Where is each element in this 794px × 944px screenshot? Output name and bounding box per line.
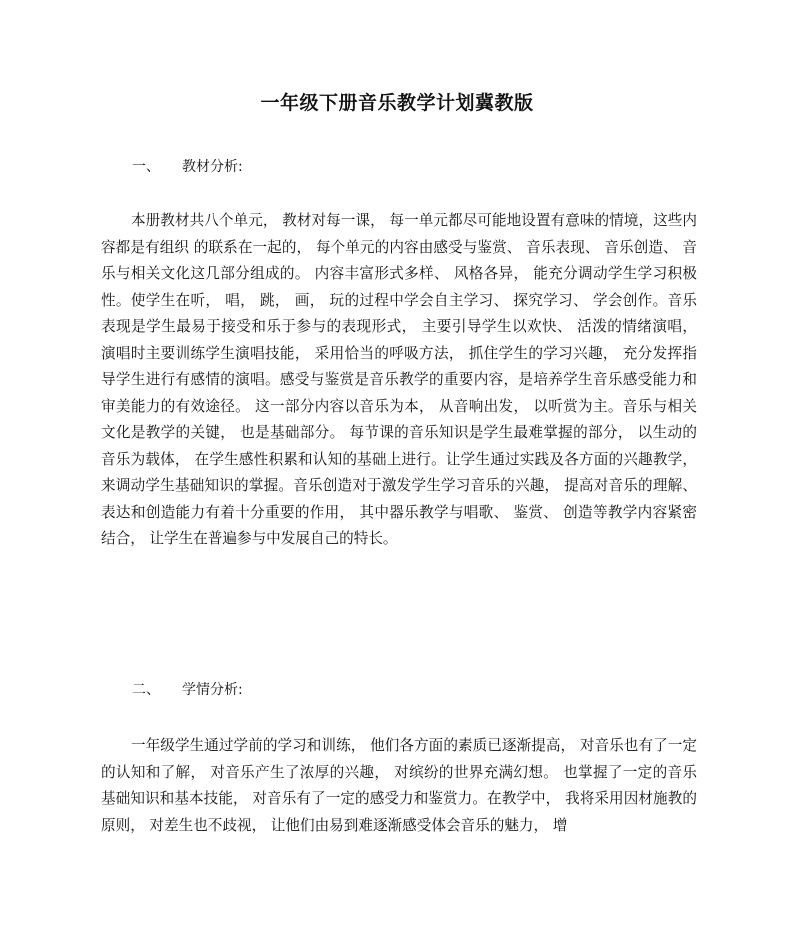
document-title: 一年级下册音乐教学计划冀教版 — [260, 92, 534, 114]
section-paragraph-1: 本册教材共八个单元， 教材对每一课， 每一单元都尽可能地设置有意味的情境，这些内容都是有组织 的联系在一起的， 每个单元的内容由感受与鉴赏、 音乐表现、 音乐创造、 音乐与相关文化这几部分组成的。 内容丰富形式多样、 风格各异， 能充分调动学生学习积极性。使学生在听， 唱， 跳， 画， 玩的过程中学会自主学习、 探究学习、 学会创作。音乐表现是学生最易于接受和乐于参与的表现形式， 主要引导学生以欢快、 活泼的情绪演唱， 演唱时主要训练学生演唱技能， 采用恰当的呼吸方法， 抓住学生的学习兴趣， 充分发挥指导学生进行有感情的演唱。感受与鉴赏是音乐教学的重要内容，是培养学生音乐感受能力和审美能力的有效途径。 这一部分内容以音乐为本， 从音响出发， 以听赏为主。音乐与相关文化是教学的关键， 也是基础部分。 每节课的音乐知识是学生最难掌握的部分， 以生动的音乐为载体， 在学生感性积累和认知的基础上进行。让学生通过实践及各方面的兴趣教学， 来调动学生基础知识的掌握。音乐创造对于激发学生学习音乐的兴趣， 提高对音乐的理解、 表达和创造能力有着十分重要的作用， 其中器乐教学与唱歌、 鉴赏、 创造等教学内容紧密结合， 让学生在普遍参与中发展自己的特长。 — [101, 212, 697, 547]
section-heading-1 — [132, 156, 243, 176]
section-number: 二、 — [132, 682, 160, 698]
section-heading-text: 教材分析: — [182, 159, 243, 175]
section-heading-2 — [132, 679, 243, 699]
section-number: 一、 — [132, 159, 160, 175]
section-paragraph-2: 一年级学生通过学前的学习和训练， 他们各方面的素质已逐渐提高， 对音乐也有了一定的认知和了解， 对音乐产生了浓厚的兴趣， 对缤纷的世界充满幻想。 也掌握了一定的音乐基础知识和基本技能， 对音乐有了一定的感受力和鉴赏力。在教学中， 我将采用因材施教的原则， 对差生也不歧视， 让他们由易到难逐渐感受体会音乐的魅力， 增 — [101, 737, 697, 834]
section-heading-text: 学情分析: — [182, 682, 243, 698]
